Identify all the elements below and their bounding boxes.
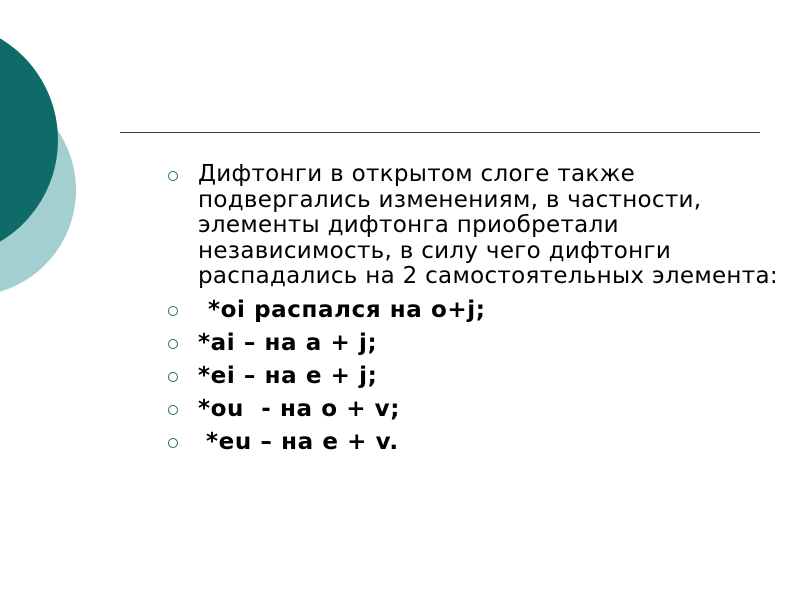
list-item <box>168 364 788 389</box>
hollow-circle-icon <box>168 339 178 349</box>
title-divider-line <box>120 132 760 133</box>
decorative-circles <box>0 0 140 340</box>
paragraph-text: Дифтонги в открытом слоге также подвергались изменениям, в частности, элементы дифтонга приобретали независимость, в силу чего дифтонги распадались на 2 самостоятельных элемента: <box>198 161 778 289</box>
list-item <box>168 397 788 422</box>
hollow-circle-icon <box>168 171 178 181</box>
bullet-list <box>168 162 788 455</box>
list-item-text: *ai – на a + j; <box>198 329 378 356</box>
list-item-paragraph <box>168 162 788 290</box>
hollow-circle-icon <box>168 405 178 415</box>
list-item-text: *ei – на e + j; <box>198 362 378 389</box>
hollow-circle-icon <box>168 372 178 382</box>
list-item-text: *oi распался на o+j; <box>208 296 486 323</box>
list-item-text: *eu – на e + v. <box>206 428 399 455</box>
list-item <box>168 430 788 455</box>
hollow-circle-icon <box>168 438 178 448</box>
list-item <box>168 331 788 356</box>
list-item-text: *ou - на o + v; <box>198 395 401 422</box>
list-item <box>168 298 788 323</box>
hollow-circle-icon <box>168 306 178 316</box>
